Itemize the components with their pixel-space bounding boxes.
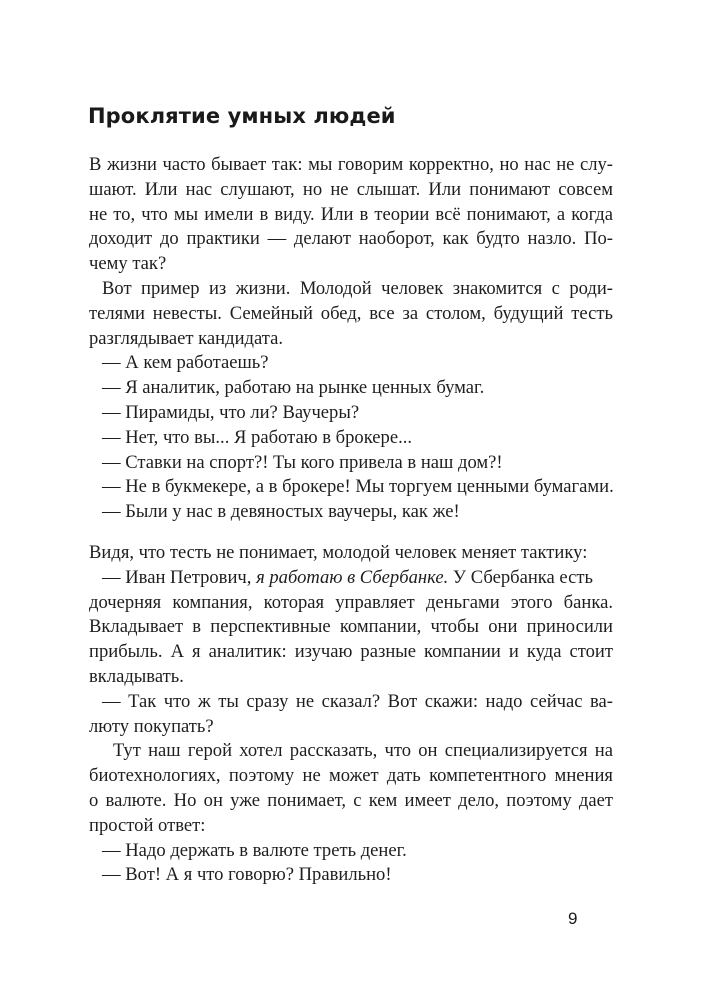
- paragraph-line: вкладывать.: [89, 665, 184, 687]
- paragraph-line: дочерняя компания, которая управляет деньгами этого банка.: [89, 591, 613, 613]
- paragraph-line: В жизни часто бывает так: мы говорим корректно, но нас не слу-: [89, 154, 613, 175]
- dialogue-line: [89, 566, 613, 591]
- text-block-1: [89, 153, 613, 525]
- dialogue-line: — Вот! А я что говорю? Правильно!: [102, 864, 392, 886]
- italic-phrase: я работаю в Сбербанке.: [256, 566, 449, 588]
- dialogue-line: — Не в букмекере, а в брокере! Мы торгуем ценными бумагами.: [102, 476, 614, 498]
- dialogue-line: — Так что ж ты сразу не сказал? Вот скажи: надо сейчас ва-: [102, 690, 613, 712]
- paragraph-line: разглядывает кандидата.: [89, 327, 284, 349]
- paragraph-line: не то, что мы имели в виду. Или в теории всё понимают, а когда: [89, 203, 613, 225]
- paragraph-line: Тут наш герой хотел рассказать, что он специализируется на: [113, 740, 613, 762]
- paragraph-line: Видя, что тесть не понимает, молодой человек меняет тактику:: [89, 542, 588, 563]
- dialogue-line: — Нет, что вы... Я работаю в брокере...: [102, 426, 413, 448]
- paragraph-line: доходит до практики — делают наоборот, как будто назло. По-: [89, 228, 613, 250]
- speech-start: — Иван Петрович,: [102, 566, 252, 588]
- page-number: 9: [568, 909, 578, 928]
- text-block-2: [89, 541, 613, 888]
- paragraph-line: прибыль. А я аналитик: изучаю разные компании и куда стоит: [89, 641, 613, 663]
- paragraph-line: шают. Или нас слушают, но не слышат. Или понимают совсем: [89, 178, 613, 200]
- paragraph-line: простой ответ:: [89, 814, 206, 836]
- dialogue-line: — Были у нас в девяностых ваучеры, как же!: [102, 501, 460, 523]
- paragraph-line: чему так?: [89, 253, 167, 275]
- dialogue-line: — Я аналитик, работаю на рынке ценных бумаг.: [102, 377, 485, 399]
- dialogue-line: — Надо держать в валюте треть денег.: [102, 839, 407, 861]
- paragraph-line: биотехнологиях, поэтому не может дать компетентного мнения: [89, 765, 613, 787]
- speech-end: У Сбербанка есть: [452, 566, 594, 588]
- paragraph-line: Вкладывает в перспективные компании, чтобы они приносили: [89, 616, 613, 638]
- section-heading: Проклятие умных людей: [88, 104, 396, 128]
- paragraph-line: люту покупать?: [89, 715, 214, 737]
- paragraph-line: телями невесты. Семейный обед, все за столом, будущий тесть: [89, 302, 613, 324]
- dialogue-line: — Пирамиды, что ли? Ваучеры?: [102, 401, 360, 423]
- dialogue-line: — Ставки на спорт?! Ты кого привела в наш дом?!: [102, 451, 503, 473]
- paragraph-line: о валюте. Но он уже понимает, с кем имеет дело, поэтому дает: [89, 789, 613, 811]
- paragraph-line: Вот пример из жизни. Молодой человек знакомится с роди-: [102, 277, 613, 299]
- dialogue-line: — А кем работаешь?: [102, 352, 269, 374]
